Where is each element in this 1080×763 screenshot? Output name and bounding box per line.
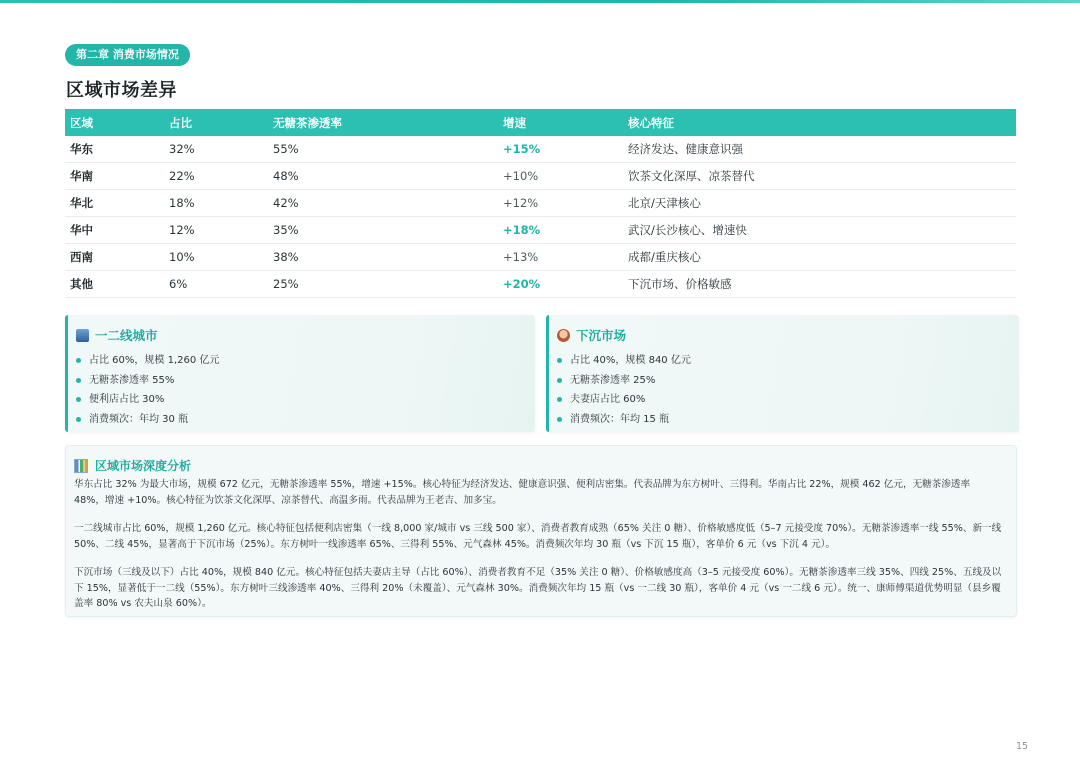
list-item-text: 占比 40%，规模 840 亿元 bbox=[570, 355, 691, 366]
table-header-row bbox=[65, 109, 1016, 136]
feature-cell: 武汉/长沙核心、增速快 bbox=[623, 217, 1016, 244]
analysis-paragraph: 下沉市场（三线及以下）占比 40%，规模 840 亿元。核心特征包括夫妻店主导（占比 60%）、消费者教育不足（35% 关注 0 糖）、价格敏感度高（3–5 元接受度 60%）。无糖茶渗透率三线 35%、四线 25%、五线及以下 15%，显著低于一二线（55%）。东方树叶三线渗透率 40%、三得利 20%（未覆盖）、元气森林 30%。消费频次年均 15 瓶（vs 一二线 30 瓶），客单价 4 元（vs 一二线 6 元）。统一、康师傅渠道优势明显（县乡覆盖率 80% vs 农夫山泉 60%）。 bbox=[74, 567, 1002, 609]
bullet-dot-icon bbox=[557, 358, 562, 363]
lower-tier-market-card bbox=[546, 315, 1019, 432]
tier12-city-card bbox=[65, 315, 535, 432]
table-row bbox=[65, 217, 1016, 244]
table-row bbox=[65, 163, 1016, 190]
list-item-text: 便利店占比 30% bbox=[89, 394, 165, 405]
feature-cell: 经济发达、健康意识强 bbox=[623, 136, 1016, 163]
region-cell: 华南 bbox=[65, 163, 164, 190]
rural-person-icon bbox=[557, 329, 570, 342]
lower-card-list bbox=[557, 351, 691, 429]
region-cell: 华东 bbox=[65, 136, 164, 163]
growth-cell: +18% bbox=[498, 217, 623, 244]
growth-cell: +13% bbox=[498, 244, 623, 271]
bullet-dot-icon bbox=[557, 417, 562, 422]
list-item bbox=[76, 351, 219, 371]
table-row bbox=[65, 190, 1016, 217]
feature-cell: 饮茶文化深厚、凉茶替代 bbox=[623, 163, 1016, 190]
bullet-dot-icon bbox=[76, 417, 81, 422]
lower-card-header bbox=[557, 326, 626, 344]
share-cell: 32% bbox=[164, 136, 268, 163]
top-accent-stripe bbox=[0, 0, 1080, 3]
table-row bbox=[65, 136, 1016, 163]
bullet-dot-icon bbox=[557, 378, 562, 383]
list-item bbox=[76, 371, 219, 391]
page-number: 15 bbox=[1016, 741, 1029, 752]
tier12-card-header bbox=[76, 326, 158, 344]
penetration-cell: 42% bbox=[268, 190, 498, 217]
tier12-card-list bbox=[76, 351, 219, 429]
analysis-title: 区域市场深度分析 bbox=[95, 459, 192, 473]
bullet-dot-icon bbox=[557, 397, 562, 402]
feature-cell: 北京/天津核心 bbox=[623, 190, 1016, 217]
penetration-cell: 35% bbox=[268, 217, 498, 244]
column-header-growth: 增速 bbox=[498, 109, 623, 136]
list-item bbox=[557, 371, 691, 391]
feature-cell: 成都/重庆核心 bbox=[623, 244, 1016, 271]
growth-cell: +20% bbox=[498, 271, 623, 298]
penetration-cell: 38% bbox=[268, 244, 498, 271]
bullet-dot-icon bbox=[76, 358, 81, 363]
region-cell: 其他 bbox=[65, 271, 164, 298]
analysis-header bbox=[74, 457, 191, 474]
column-header-feature: 核心特征 bbox=[623, 109, 1016, 136]
region-cell: 西南 bbox=[65, 244, 164, 271]
list-item-text: 夫妻店占比 60% bbox=[570, 394, 646, 405]
growth-cell: +10% bbox=[498, 163, 623, 190]
analysis-paragraph: 华东占比 32% 为最大市场，规模 672 亿元，无糖茶渗透率 55%，增速 +15%。核心特征为经济发达、健康意识强、便利店密集。代表品牌为东方树叶、三得利。华南占比 22%，规模 462 亿元，无糖茶渗透率 48%，增速 +10%。核心特征为饮茶文化深厚、凉茶替代、高温多雨。代表品牌为王老吉、加多宝。 bbox=[74, 479, 971, 506]
list-item bbox=[557, 410, 691, 430]
feature-cell: 下沉市场、价格敏感 bbox=[623, 271, 1016, 298]
table-row bbox=[65, 271, 1016, 298]
table-row bbox=[65, 244, 1016, 271]
region-cell: 华北 bbox=[65, 190, 164, 217]
growth-cell: +15% bbox=[498, 136, 623, 163]
list-item bbox=[557, 351, 691, 371]
share-cell: 12% bbox=[164, 217, 268, 244]
page-title: 区域市场差异 bbox=[66, 80, 177, 101]
column-header-penetration: 无糖茶渗透率 bbox=[268, 109, 498, 136]
list-item bbox=[76, 410, 219, 430]
column-header-share: 占比 bbox=[164, 109, 268, 136]
list-item-text: 无糖茶渗透率 55% bbox=[89, 374, 175, 386]
list-item bbox=[557, 390, 691, 410]
region-table bbox=[65, 109, 1016, 298]
share-cell: 6% bbox=[164, 271, 268, 298]
share-cell: 18% bbox=[164, 190, 268, 217]
city-skyline-icon bbox=[76, 329, 89, 342]
list-item-text: 无糖茶渗透率 25% bbox=[570, 374, 656, 386]
bar-chart-icon bbox=[74, 459, 88, 473]
analysis-paragraph: 一二线城市占比 60%，规模 1,260 亿元。核心特征包括便利店密集（一线 8,000 家/城市 vs 三线 500 家）、消费者教育成熟（65% 关注 0 糖）、价格敏感度低（5–7 元接受度 70%）。无糖茶渗透率一线 55%、新一线 50%、二线 45%，显著高于下沉市场（25%）。东方树叶一线渗透率 65%、三得利 55%、元气森林 45%。消费频次年均 30 瓶（vs 下沉 15 瓶），客单价 6 元（vs 下沉 4 元）。 bbox=[74, 523, 1002, 550]
column-header-region: 区域 bbox=[65, 109, 164, 136]
bullet-dot-icon bbox=[76, 397, 81, 402]
bullet-dot-icon bbox=[76, 378, 81, 383]
penetration-cell: 25% bbox=[268, 271, 498, 298]
chapter-label: 第二章 消费市场情况 bbox=[65, 44, 190, 66]
analysis-body bbox=[74, 477, 1004, 625]
share-cell: 22% bbox=[164, 163, 268, 190]
list-item-text: 占比 60%，规模 1,260 亿元 bbox=[89, 355, 220, 366]
lower-card-title: 下沉市场 bbox=[576, 328, 627, 343]
list-item bbox=[76, 390, 219, 410]
list-item-text: 消费频次：年均 30 瓶 bbox=[89, 413, 189, 425]
region-cell: 华中 bbox=[65, 217, 164, 244]
penetration-cell: 55% bbox=[268, 136, 498, 163]
growth-cell: +12% bbox=[498, 190, 623, 217]
share-cell: 10% bbox=[164, 244, 268, 271]
tier12-card-title: 一二线城市 bbox=[95, 328, 158, 343]
list-item-text: 消费频次：年均 15 瓶 bbox=[570, 413, 670, 425]
analysis-section bbox=[65, 445, 1017, 617]
penetration-cell: 48% bbox=[268, 163, 498, 190]
table-body bbox=[65, 136, 1016, 298]
